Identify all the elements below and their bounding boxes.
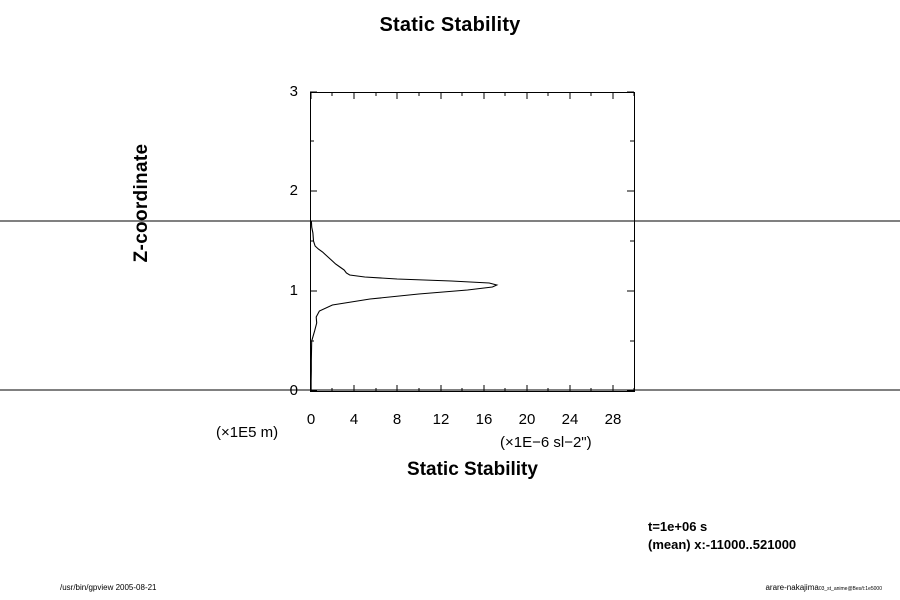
x-tick-label-24: 24 [561, 411, 579, 428]
y-axis-label: Z-coordinate [131, 143, 152, 263]
x-tick-label-0: 0 [306, 411, 316, 428]
y-axis-unit: (×1E5 m) [216, 424, 279, 441]
annotation-time: t=1e+06 s [648, 519, 708, 534]
x-tick-label-16: 16 [475, 411, 493, 428]
page-title: Static Stability [379, 14, 521, 36]
x-tick-label-20: 20 [518, 411, 536, 428]
footer-right-sub: 03_st_anime@Bes/t:1e5000 [818, 586, 882, 592]
footer-right [765, 583, 882, 592]
x-tick-label-8: 8 [392, 411, 402, 428]
x-tick-label-28: 28 [604, 411, 622, 428]
annotation-mean-range: (mean) x:-11000..521000 [648, 537, 797, 552]
x-tick-label-12: 12 [432, 411, 450, 428]
x-axis-label: Static Stability [407, 459, 538, 480]
footer-left: /usr/bin/gpview 2005-08-21 [60, 583, 157, 592]
x-tick-label-4: 4 [349, 411, 359, 428]
x-axis-unit: (×1E−6 sl−2") [500, 434, 592, 451]
footer-right-main: arare-nakajima [765, 583, 819, 592]
y-tick-label-2: 2 [289, 182, 298, 199]
plot-frame [310, 92, 635, 392]
y-tick-label-1: 1 [289, 282, 298, 299]
y-tick-label-0: 0 [289, 382, 298, 399]
y-tick-label-3: 3 [289, 83, 298, 100]
